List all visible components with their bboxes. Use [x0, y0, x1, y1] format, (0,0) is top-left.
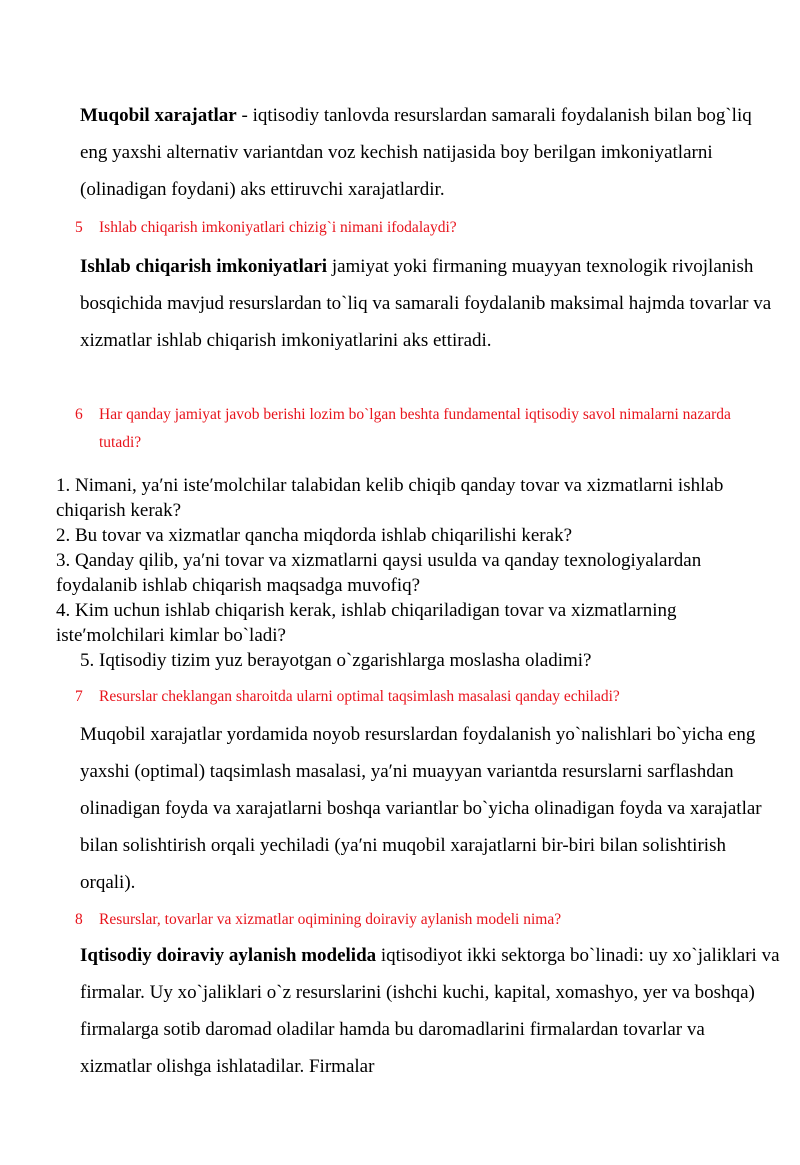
- fundamental-questions-list: [56, 473, 776, 673]
- question-number: 7: [75, 688, 83, 705]
- answer-text: - iqtisodiy tanlovda resurslardan samarali foydalanish bilan bog`liq eng yaxshi alternativ variantdan voz kechish natijasida boy berilgan imkoniyatlarni (olinadigan foydani) aks ettiruvchi xarajatlardir.: [80, 105, 752, 200]
- answer-text: Muqobil xarajatlar yordamida noyob resurslardan foydalanish yo`nalishlari bo`yicha eng yaxshi (optimal) taqsimlash masalasi, ya′ni muayyan variantda resurslarni sarflashdan olinadigan foyda va xarajatlarni boshqa variantlar bo`yicha olinadigan foyda va xarajatlar bilan solishtirish orqali yechiladi (ya′ni muqobil xarajatlarni bir-biri bilan solishtirish orqali).: [80, 724, 762, 893]
- question-6: [75, 401, 775, 457]
- question-text: Har qanday jamiyat javob berishi lozim bo`lgan beshta fundamental iqtisodiy savol nimalarni nazarda tutadi?: [99, 406, 731, 451]
- list-item: 1. Nimani, ya′ni iste′molchilar talabidan kelib chiqib qanday tovar va xizmatlarni ishlab chiqarish kerak?: [56, 475, 724, 521]
- question-number: 8: [75, 911, 83, 928]
- answer-term: Iqtisodiy doiraviy aylanish modelida: [80, 945, 377, 966]
- question-text: Resurslar cheklangan sharoitda ularni optimal taqsimlash masalasi qanday echiladi?: [99, 688, 620, 705]
- list-item: 4. Kim uchun ishlab chiqarish kerak, ishlab chiqariladigan tovar va xizmatlarning iste′molchilari kimlar bo`ladi?: [56, 600, 677, 646]
- list-item: 3. Qanday qilib, ya′ni tovar va xizmatlarni qaysi usulda va qanday texnologiyalardan foydalanib ishlab chiqarish maqsadga muvofiq?: [56, 550, 702, 596]
- question-text: Ishlab chiqarish imkoniyatlari chizig`i nimani ifodalaydi?: [99, 219, 457, 236]
- answer-text: jamiyat yoki firmaning muayyan texnologik rivojlanish bosqichida mavjud resurslardan to`liq va samarali foydalanib maksimal hajmda tovarlar va xizmatlar ishlab chiqarish imkoniyatlarini aks ettiradi.: [80, 256, 772, 351]
- list-item: 5. Iqtisodiy tizim yuz berayotgan o`zgarishlarga moslasha oladimi?: [80, 650, 592, 671]
- answer-paragraph-production-possibilities: [80, 248, 780, 359]
- answer-paragraph-opportunity-costs: [80, 97, 780, 208]
- question-text: Resurslar, tovarlar va xizmatlar oqimining doiraviy aylanish modeli nima?: [99, 911, 562, 928]
- answer-paragraph-circular-flow: [80, 937, 780, 1085]
- answer-text: iqtisodiyot ikki sektorga bo`linadi: uy xo`jaliklari va firmalar. Uy xo`jaliklari o`z resurslarini (ishchi kuchi, kapital, xomashyo, yer va boshqa) firmalarga sotib daromad oladilar hamda bu daromadlarini firmalardan tovarlar va xizmatlar olishga ishlatadilar. Firmalar: [80, 945, 780, 1077]
- question-5: [75, 214, 775, 242]
- question-8: [75, 906, 775, 934]
- answer-term: Muqobil xarajatlar: [80, 105, 237, 126]
- list-item: 2. Bu tovar va xizmatlar qancha miqdorda ishlab chiqarilishi kerak?: [56, 525, 572, 546]
- question-7: [75, 683, 775, 711]
- answer-term: Ishlab chiqarish imkoniyatlari: [80, 256, 328, 277]
- answer-paragraph-optimal-allocation: [80, 716, 780, 901]
- question-number: 6: [75, 406, 83, 423]
- question-number: 5: [75, 219, 83, 236]
